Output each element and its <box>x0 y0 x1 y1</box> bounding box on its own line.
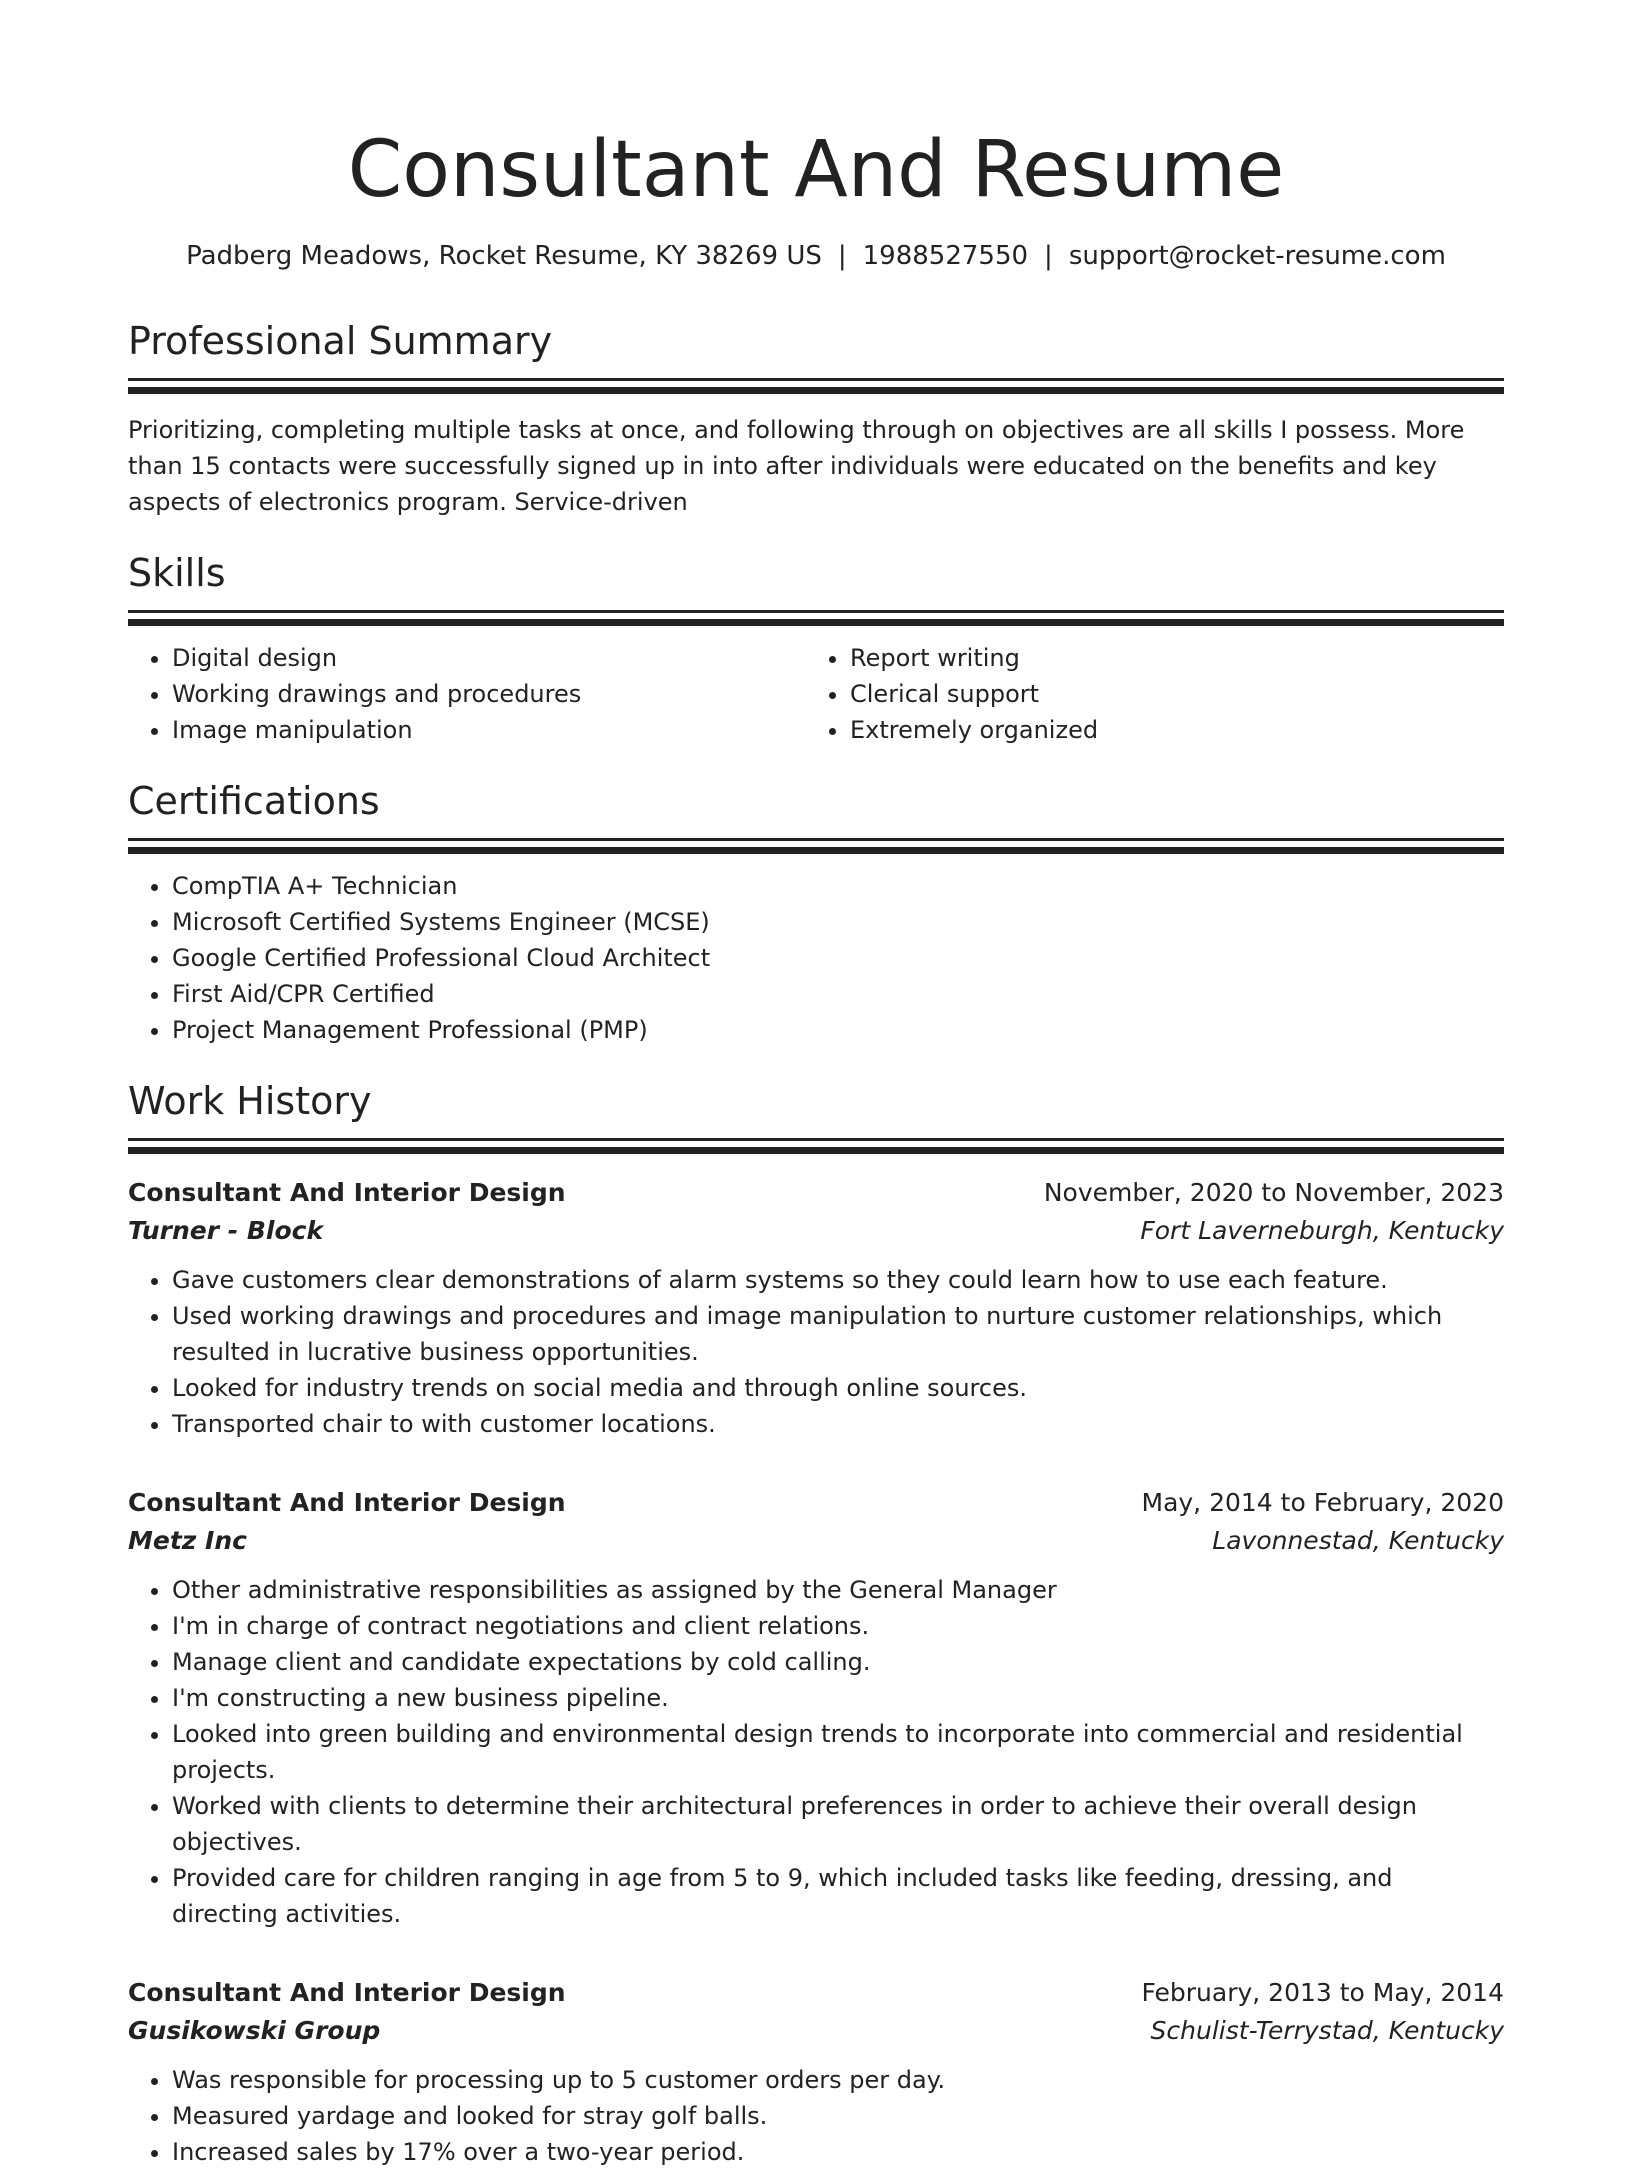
skills-right-column <box>806 640 1484 748</box>
skills-section <box>128 548 1504 748</box>
certification-item: • First Aid/CPR Certified <box>172 976 1504 1012</box>
job-location: Fort Laverneburgh, Kentucky <box>1140 1216 1504 1245</box>
job-duties <box>128 1262 1504 1442</box>
skill-item: • Report writing <box>850 640 1484 676</box>
job-duty: • Used working drawings and procedures and image manipulation to nurture customer relationships, which resulted in lucrative business opportunities. <box>172 1298 1504 1370</box>
section-divider <box>128 1138 1504 1141</box>
job-duty: • Looked into green building and environmental design trends to incorporate into commercial and residential projects. <box>172 1716 1504 1788</box>
contact-address: Padberg Meadows, Rocket Resume, KY 38269 US <box>186 241 822 271</box>
job-duty: • Gave customers clear demonstrations of alarm systems so they could learn how to use each feature. <box>172 1262 1504 1298</box>
contact-separator: | <box>1044 241 1053 271</box>
job-entry <box>128 1174 1504 1442</box>
job-entry <box>128 1484 1504 1932</box>
skill-item: • Image manipulation <box>172 712 806 748</box>
skills-left-column <box>128 640 806 748</box>
job-location: Schulist-Terrystad, Kentucky <box>1150 2016 1504 2045</box>
contact-separator: | <box>837 241 847 271</box>
skill-item: • Extremely organized <box>850 712 1484 748</box>
job-title: Consultant And Interior Design <box>128 1178 566 1207</box>
skill-item: • Working drawings and procedures <box>172 676 806 712</box>
job-duty: • Increased sales by 17% over a two-year period. <box>172 2134 1504 2170</box>
job-duty: • I'm constructing a new business pipeline. <box>172 1680 1504 1716</box>
certifications-list <box>128 868 1504 1048</box>
certifications-section <box>128 776 1504 1048</box>
section-divider-thick <box>128 619 1504 626</box>
job-dates: May, 2014 to February, 2020 <box>1141 1488 1504 1517</box>
job-company: Turner - Block <box>128 1216 324 1245</box>
certification-item: • Project Management Professional (PMP) <box>172 1012 1504 1048</box>
job-duty: • I'm in charge of contract negotiations and client relations. <box>172 1608 1504 1644</box>
job-duty: • Measured yardage and looked for stray golf balls. <box>172 2098 1504 2134</box>
job-duties <box>128 1572 1504 1932</box>
certification-item: • Microsoft Certified Systems Engineer (MCSE) <box>172 904 1504 940</box>
job-dates: February, 2013 to May, 2014 <box>1141 1978 1504 2007</box>
job-duty: • Looked for industry trends on social media and through online sources. <box>172 1370 1504 1406</box>
candidate-name: Consultant And Resume <box>347 125 1285 215</box>
section-divider-thick <box>128 387 1504 394</box>
skills-heading: Skills <box>128 551 226 595</box>
contact-line <box>0 238 1632 274</box>
summary-heading: Professional Summary <box>128 319 553 363</box>
section-divider-thick <box>128 1147 1504 1154</box>
work-history-section <box>128 1076 1504 2170</box>
job-duty: • Was responsible for processing up to 5 customer orders per day. <box>172 2062 1504 2098</box>
summary-section <box>128 316 1504 520</box>
job-duty: • Manage client and candidate expectations by cold calling. <box>172 1644 1504 1680</box>
job-title: Consultant And Interior Design <box>128 1978 566 2007</box>
job-duty: • Worked with clients to determine their architectural preferences in order to achieve their overall design objectives. <box>172 1788 1504 1860</box>
section-divider <box>128 838 1504 841</box>
skill-item: • Digital design <box>172 640 806 676</box>
work-history-heading: Work History <box>128 1079 372 1123</box>
job-location: Lavonnestad, Kentucky <box>1212 1526 1504 1555</box>
contact-phone: 1988527550 <box>862 241 1029 271</box>
summary-text: Prioritizing, completing multiple tasks at once, and following through on objectives are all skills I possess. More than 15 contacts were successfully signed up in into after individuals were educated on the benefits and key aspects of electronics program. Service-driven <box>128 416 1465 516</box>
skills-grid <box>128 640 1504 748</box>
job-duty: • Transported chair to with customer locations. <box>172 1406 1504 1442</box>
job-dates: November, 2020 to November, 2023 <box>1043 1178 1504 1207</box>
section-divider <box>128 610 1504 613</box>
section-divider <box>128 378 1504 381</box>
certification-item: • CompTIA A+ Technician <box>172 868 1504 904</box>
certifications-heading: Certifications <box>128 779 380 823</box>
job-entry <box>128 1974 1504 2170</box>
job-company: Metz Inc <box>128 1526 247 1555</box>
resume-content <box>128 316 1504 2170</box>
skill-item: • Clerical support <box>850 676 1484 712</box>
contact-email: support@rocket-resume.com <box>1068 241 1446 271</box>
job-duties <box>128 2062 1504 2170</box>
certification-item: • Google Certified Professional Cloud Architect <box>172 940 1504 976</box>
job-duty: • Provided care for children ranging in age from 5 to 9, which included tasks like feeding, dressing, and directing activities. <box>172 1860 1504 1932</box>
job-duty: • Other administrative responsibilities as assigned by the General Manager <box>172 1572 1504 1608</box>
job-company: Gusikowski Group <box>128 2016 381 2045</box>
section-divider-thick <box>128 847 1504 854</box>
job-title: Consultant And Interior Design <box>128 1488 566 1517</box>
